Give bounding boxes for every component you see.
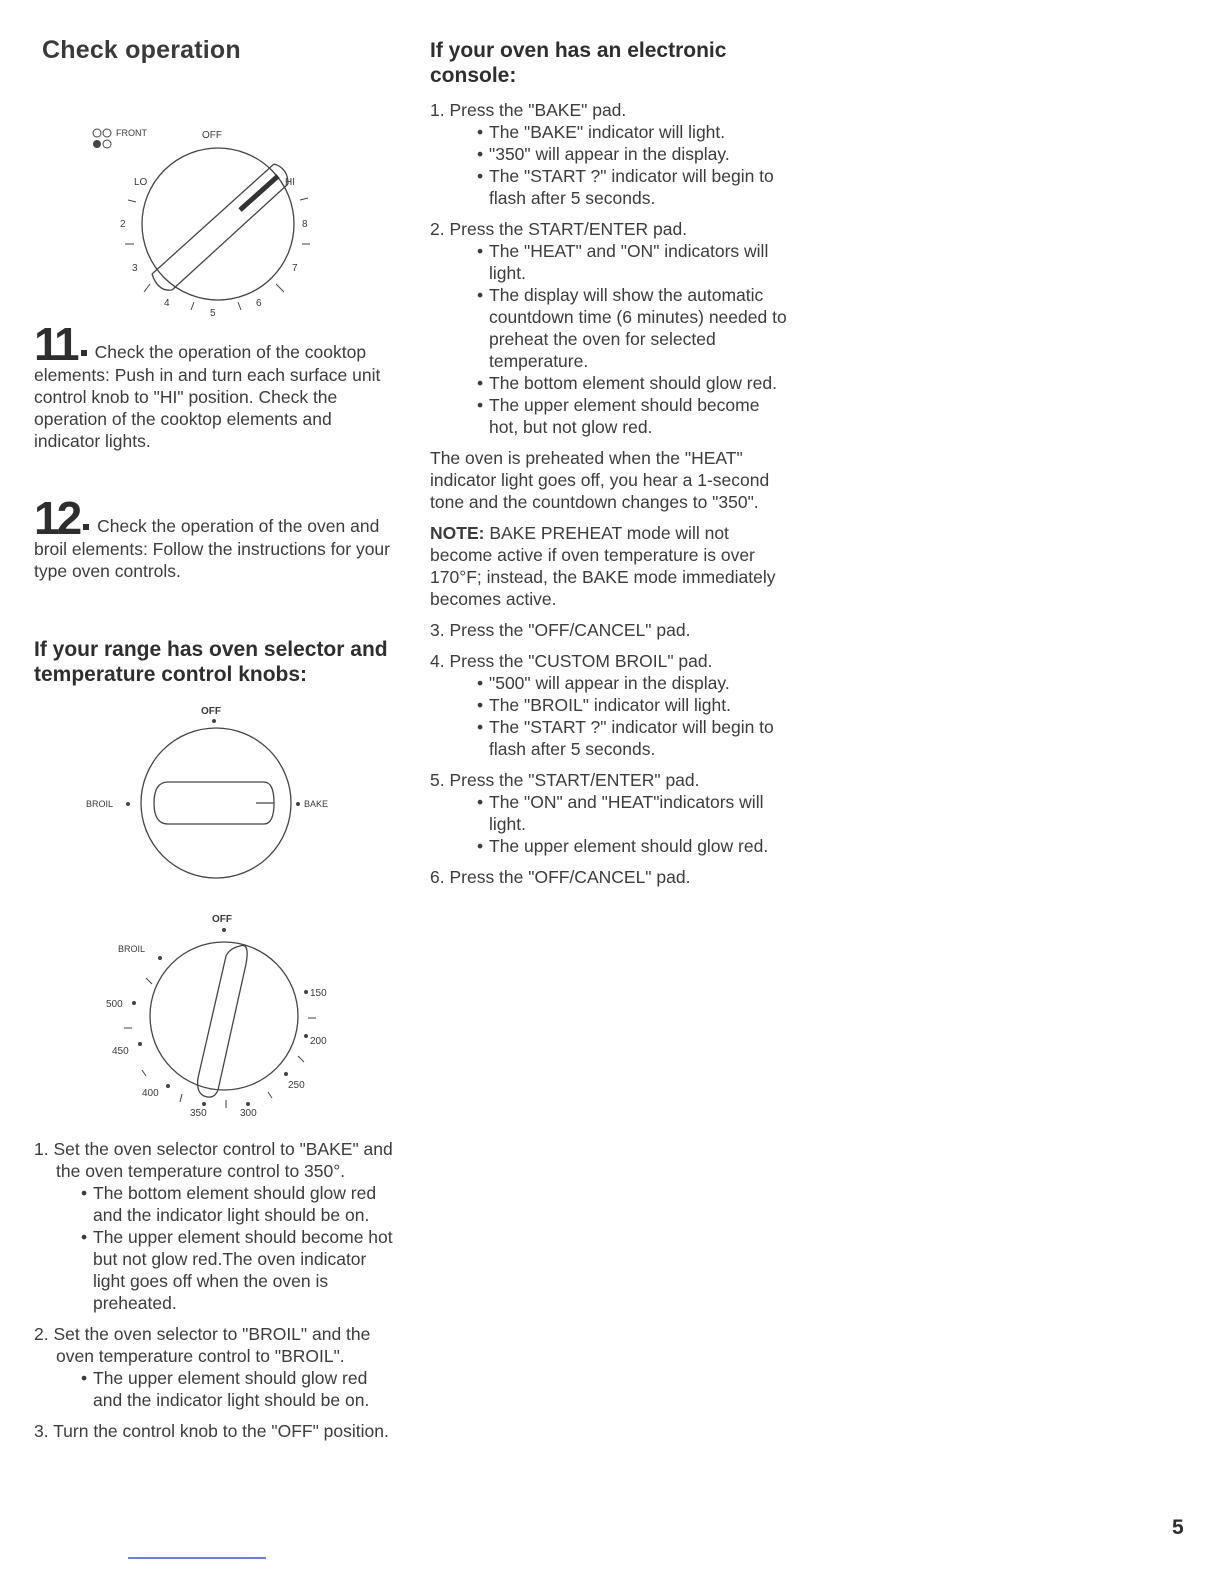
- console-step-2-bullet-1: • The "HEAT" and "ON" indicators will light.: [452, 240, 792, 284]
- step-11-number: 11: [34, 318, 77, 370]
- console-step-2-text: 2. Press the START/ENTER pad.: [430, 219, 688, 239]
- lo-label: LO: [134, 177, 148, 188]
- console-step-3-text: 3. Press the "OFF/CANCEL" pad.: [430, 620, 691, 640]
- mark-2: 2: [120, 219, 126, 230]
- indicator-stripe: [240, 176, 278, 210]
- knob-step-2-text: 2. Set the oven selector to "BROIL" and the oven temperature control to "BROIL".: [34, 1324, 371, 1366]
- knob-step-2: [34, 1323, 398, 1411]
- temp-broil-label: BROIL: [118, 944, 146, 954]
- step-12-number: 12: [34, 492, 80, 544]
- mark-8: 8: [302, 219, 308, 230]
- console-step-1-text: 1. Press the "BAKE" pad.: [430, 100, 627, 120]
- temp-off-label: OFF: [212, 914, 232, 925]
- knob-step-1-bullet-1: • The bottom element should glow red and the indicator light should be on.: [56, 1182, 398, 1226]
- console-step-1-bullet-3: • The "START ?" indicator will begin to flash after 5 seconds.: [452, 165, 792, 209]
- knob-step-1-text: 1. Set the oven selector control to "BAKE" and the oven temperature control to 350°.: [34, 1139, 393, 1181]
- selector-broil-label: BROIL: [86, 799, 114, 809]
- console-step-5-bullet-1: • The "ON" and "HEAT"indicators will light.: [452, 791, 792, 835]
- oven-selector-knob-diagram: [80, 700, 350, 890]
- check-operation-title: Check operation: [42, 36, 241, 64]
- knob-step-3: [34, 1420, 398, 1442]
- knob-steps: [34, 1138, 398, 1451]
- knob-step-1: [34, 1138, 398, 1314]
- step-11-text: Check the operation of the cooktop elements: Push in and turn each surface unit control knob to "HI" position. Check the operation of the cooktop elements and indicator lights.: [34, 342, 381, 451]
- console-step-4-bullet-3: • The "START ?" indicator will begin to flash after 5 seconds.: [452, 716, 792, 760]
- temp-450-label: 450: [112, 1046, 129, 1057]
- knob-step-2-bullet-1: • The upper element should glow red and the indicator light should be on.: [56, 1367, 398, 1411]
- note-paragraph: [430, 522, 792, 610]
- console-step-4: [430, 650, 792, 760]
- console-step-1-bullet-1: • The "BAKE" indicator will light.: [452, 121, 792, 143]
- console-step-5-bullet-2: • The upper element should glow red.: [452, 835, 792, 857]
- console-step-4-text: 4. Press the "CUSTOM BROIL" pad.: [430, 651, 713, 671]
- temp-350-label: 350: [190, 1108, 207, 1119]
- temp-400-label: 400: [142, 1088, 159, 1099]
- console-step-1: [430, 99, 792, 209]
- step-12: [34, 492, 398, 582]
- preheat-paragraph: The oven is preheated when the "HEAT" indicator light goes off, you hear a 1-second tone and the countdown changes to "350".: [430, 448, 770, 512]
- step-12-text: Check the operation of the oven and broil elements: Follow the instructions for your type oven controls.: [34, 516, 390, 581]
- square-bullet-icon: [83, 524, 89, 530]
- console-step-1-bullet-2: • "350" will appear in the display.: [452, 143, 792, 165]
- front-label: FRONT: [116, 128, 147, 138]
- cooktop-knob: [142, 148, 294, 300]
- step-11: [34, 318, 398, 452]
- console-step-5-text: 5. Press the "START/ENTER" pad.: [430, 770, 700, 790]
- note-text: BAKE PREHEAT mode will not become active if oven temperature is over 170°F; instead, the BAKE mode immediately becomes active.: [430, 523, 776, 609]
- console-heading: If your oven has an electronic console:: [430, 39, 727, 87]
- knobs-heading: If your range has oven selector and temperature control knobs:: [34, 638, 388, 686]
- console-steps: [430, 99, 792, 897]
- note-label: NOTE:: [430, 523, 485, 543]
- console-step-2-bullet-2: • The display will show the automatic countdown time (6 minutes) needed to preheat the oven for selected temperature.: [452, 284, 792, 372]
- burner-position-icon: [93, 129, 111, 148]
- temp-250-label: 250: [288, 1080, 305, 1091]
- temp-300-label: 300: [240, 1108, 257, 1119]
- console-step-6-text: 6. Press the "OFF/CANCEL" pad.: [430, 867, 691, 887]
- temp-150-label: 150: [310, 988, 327, 999]
- console-step-2: [430, 218, 792, 438]
- page-number: 5: [1172, 1516, 1184, 1539]
- console-step-5: [430, 769, 792, 857]
- mark-6: 6: [256, 298, 262, 309]
- oven-temperature-knob-diagram: [100, 906, 340, 1122]
- temp-200-label: 200: [310, 1036, 327, 1047]
- selector-off-label: OFF: [201, 706, 221, 717]
- mark-7: 7: [292, 263, 298, 274]
- console-step-3: [430, 619, 792, 641]
- hi-label: HI: [285, 177, 295, 188]
- knob-step-1-bullet-2: • The upper element should become hot but not glow red.The oven indicator light goes off when the oven is preheated.: [56, 1226, 398, 1314]
- selector-bake-label: BAKE: [304, 799, 329, 809]
- console-step-4-bullet-2: • The "BROIL" indicator will light.: [452, 694, 792, 716]
- cooktop-knob-diagram: [88, 124, 318, 320]
- temp-500-label: 500: [106, 999, 123, 1010]
- footer-rule: [128, 1557, 266, 1559]
- mark-4: 4: [164, 298, 170, 309]
- mark-3: 3: [132, 263, 138, 274]
- console-step-2-bullet-4: • The upper element should become hot, but not glow red.: [452, 394, 792, 438]
- mark-5: 5: [210, 308, 216, 319]
- console-step-4-bullet-1: • "500" will appear in the display.: [452, 672, 792, 694]
- console-step-2-bullet-3: • The bottom element should glow red.: [452, 372, 792, 394]
- knob-step-3-text: 3. Turn the control knob to the "OFF" position.: [34, 1421, 389, 1441]
- off-label: OFF: [202, 130, 222, 141]
- console-step-6: [430, 866, 792, 888]
- square-bullet-icon: [81, 350, 87, 356]
